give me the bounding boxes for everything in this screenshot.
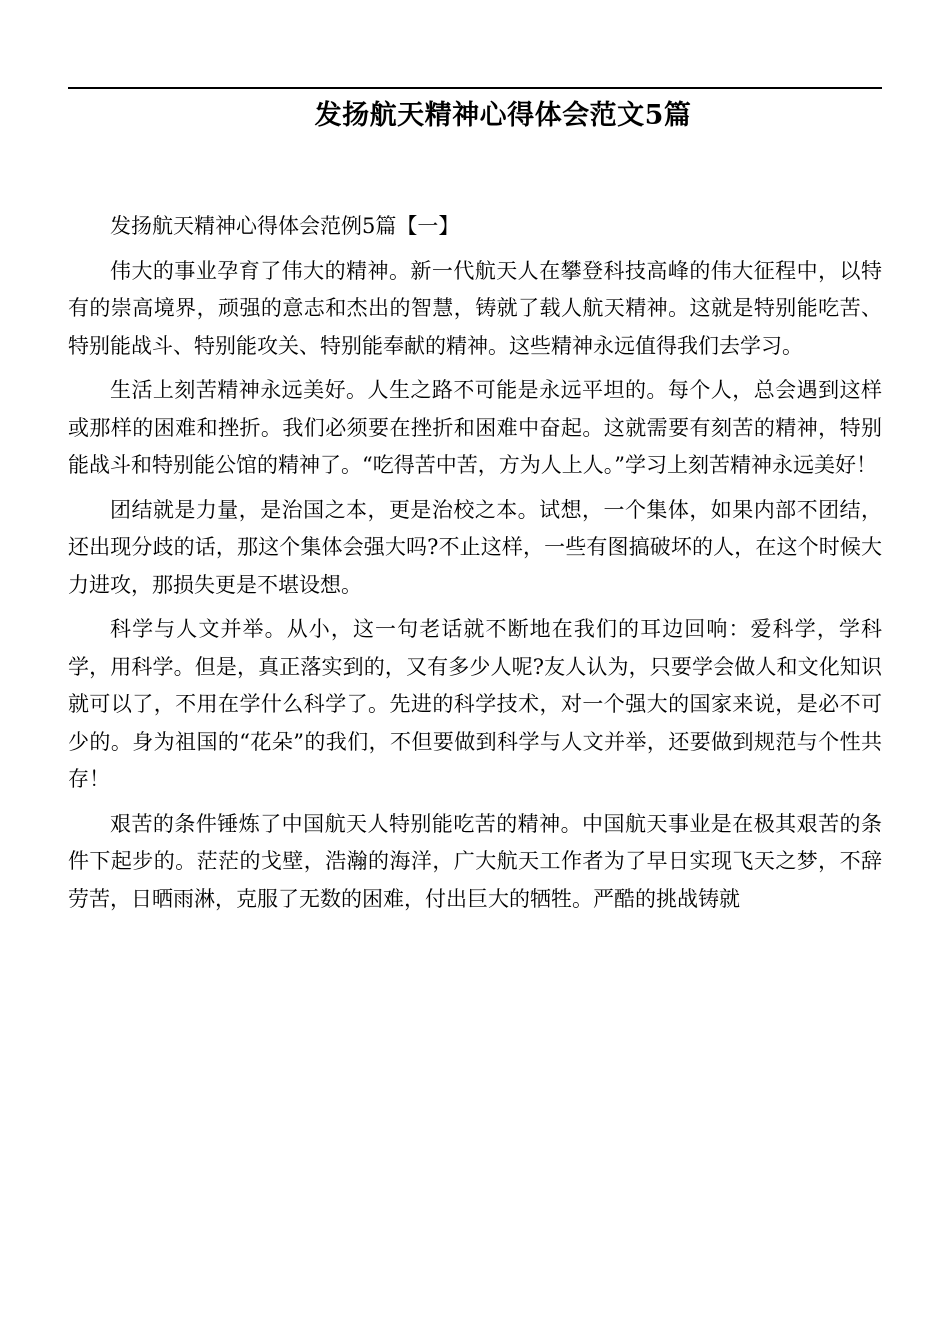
paragraph-5: 艰苦的条件锤炼了中国航天人特别能吃苦的精神。中国航天事业是在极其艰苦的条件下起步的。茫茫的戈壁，浩瀚的海洋，广大航天工作者为了早日实现飞天之梦，不辞劳苦，日晒雨淋，克服了无数的困难，付出巨大的牺牲。严酷的挑战铸就 (68, 811, 882, 911)
section-heading: 发扬航天精神心得体会范例5篇【一】 (110, 214, 460, 238)
document-title: 发扬航天精神心得体会范文5篇 (314, 100, 692, 131)
paragraph-4: 科学与人文并举。从小，这一句老话就不断地在我们的耳边回响：爱科学，学科学，用科学。但是，真正落实到的，又有多少人呢?友人认为，只要学会做人和文化知识就可以了，不用在学什么科学了。先进的科学技术，对一个强大的国家来说，是必不可少的。身为祖国的“花朵”的我们，不但要做到科学与人文并举，还要做到规范与个性共存！ (68, 617, 882, 791)
paragraph-2: 生活上刻苦精神永远美好。人生之路不可能是永远平坦的。每个人，总会遇到这样或那样的困难和挫折。我们必须要在挫折和困难中奋起。这就需要有刻苦的精神，特别能战斗和特别能公馆的精神了。“吃得苦中苦，方为人上人。”学习上刻苦精神永远美好！ (68, 378, 882, 477)
header-rule (68, 87, 882, 89)
document-body (68, 208, 882, 925)
paragraph-1: 伟大的事业孕育了伟大的精神。新一代航天人在攀登科技高峰的伟大征程中，以特有的崇高境界，顽强的意志和杰出的智慧，铸就了载人航天精神。这就是特别能吃苦、特别能战斗、特别能攻关、特别能奉献的精神。这些精神永远值得我们去学习。 (68, 258, 882, 358)
paragraph-3: 团结就是力量，是治国之本，更是治校之本。试想，一个集体，如果内部不团结，还出现分歧的话，那这个集体会强大吗?不止这样，一些有图搞破坏的人，在这个时候大力进攻，那损失更是不堪设想。 (68, 497, 882, 597)
